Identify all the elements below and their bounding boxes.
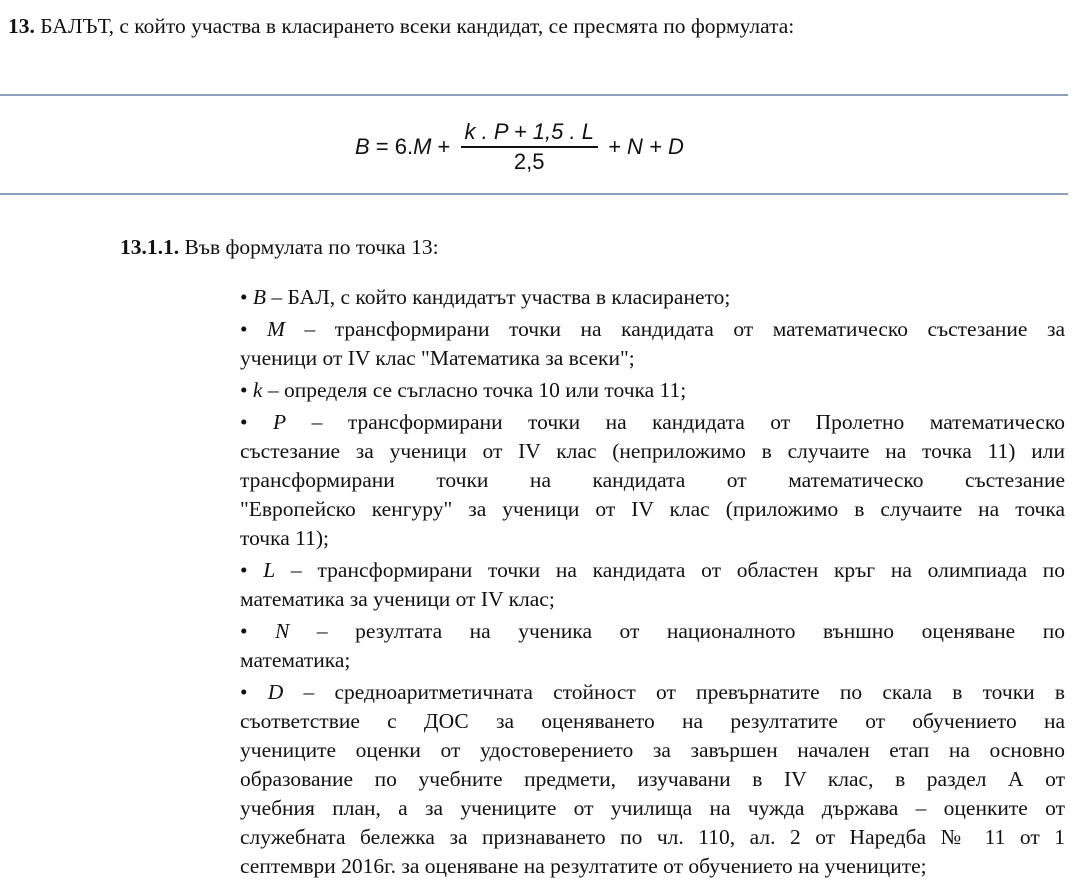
line-text: образование по учебните предмети, изучавани в IV клас, в раздел А от	[240, 767, 1065, 791]
formula-bottom-rule	[0, 193, 1068, 195]
list-item-line	[240, 315, 1065, 344]
formula-eq: = 6.	[369, 134, 414, 159]
line-text: състезание за ученици от IV клас (неприложимо в случаите на точка 11) или	[240, 439, 1065, 463]
list-item-line	[240, 794, 1065, 823]
list-item-line	[240, 852, 1065, 881]
line-text: – трансформирани точки на кандидата от областен кръг на олимпиада по	[291, 558, 1065, 582]
list-item-line	[240, 585, 1065, 614]
list-item-line	[240, 376, 1065, 405]
formula-numerator: k . P + 1,5 . L	[461, 118, 598, 148]
variable-symbol: L	[263, 558, 276, 582]
list-item-line	[240, 495, 1065, 524]
line-text: – трансформирани точки на кандидата от Пролетно математическо	[311, 410, 1065, 434]
list-item-line	[240, 707, 1065, 736]
score-formula	[355, 112, 684, 182]
line-text: учениците оценки от удостоверението за завършен начален етап на основно	[240, 738, 1065, 762]
list-item-line	[240, 466, 1065, 495]
line-text: точка 11);	[240, 526, 329, 550]
variable-symbol: M	[267, 317, 285, 341]
formula-lhs: B	[355, 134, 370, 159]
list-item-line	[240, 344, 1065, 373]
list-item-line	[240, 823, 1065, 852]
bullet-icon: •	[240, 680, 268, 704]
list-item-line	[240, 678, 1065, 707]
variable-symbol: N	[275, 619, 290, 643]
list-item-line	[240, 646, 1065, 675]
formula-top-rule	[0, 94, 1068, 96]
line-text: ученици от IV клас "Математика за всеки";	[240, 346, 635, 370]
list-item	[240, 678, 1065, 881]
list-item-line	[240, 437, 1065, 466]
variable-symbol: P	[273, 410, 287, 434]
line-text: съответствие с ДОС за оценяването на резултатите от обучението на	[240, 709, 1065, 733]
variable-symbol: D	[267, 680, 284, 704]
line-text: математика;	[240, 648, 351, 672]
line-text: трансформирани точки на кандидата от математическо състезание	[240, 468, 1065, 492]
bullet-icon: •	[240, 285, 253, 309]
bullet-icon: •	[240, 317, 268, 341]
list-item-line	[240, 283, 1065, 312]
list-item	[240, 408, 1065, 553]
list-item	[240, 315, 1065, 373]
list-item	[240, 283, 1065, 312]
line-text: – резултата на ученика от националното външно оценяване по	[316, 619, 1065, 643]
formula-m: M	[413, 134, 432, 159]
list-item-line	[240, 765, 1065, 794]
line-text: – БАЛ, с който кандидатът участва в класирането;	[271, 285, 731, 309]
line-text: – трансформирани точки на кандидата от математическо състезание за	[304, 317, 1065, 341]
subsection-text: Във формулата по точка 13:	[179, 235, 439, 259]
formula-tail: + N + D	[601, 134, 684, 159]
list-item	[240, 556, 1065, 614]
variable-symbol: k	[252, 378, 263, 402]
section-number: 13.	[8, 14, 35, 38]
variable-symbol: B	[252, 285, 267, 309]
list-item-line	[240, 556, 1065, 585]
list-item	[240, 376, 1065, 405]
list-item	[240, 617, 1065, 675]
list-item-line	[240, 524, 1065, 553]
bullet-icon: •	[240, 619, 276, 643]
line-text: учебния план, а за учениците от училища на чужда държава – оценките от	[240, 796, 1065, 820]
line-text: служебната бележка за признаването по чл. 110, ал. 2 от Наредба № 11 от 1	[240, 825, 1065, 849]
bullet-icon: •	[240, 558, 264, 582]
line-text: – определя се съгласно точка 10 или точка 11;	[267, 378, 687, 402]
bullet-icon: •	[240, 410, 273, 434]
list-item-line	[240, 408, 1065, 437]
formula-fraction	[461, 118, 598, 176]
line-text: – средноаритметичната стойност от превърнатите по скала в точки в	[303, 680, 1065, 704]
subsection-heading	[120, 235, 439, 260]
subsection-number: 13.1.1.	[120, 235, 180, 259]
bullet-icon: •	[240, 378, 253, 402]
line-text: септември 2016г. за оценяване на резултатите от обучението на учениците;	[240, 854, 927, 878]
list-item-line	[240, 617, 1065, 646]
line-text: математика за ученици от IV клас;	[240, 587, 555, 611]
line-text: "Европейско кенгуру" за ученици от IV клас (приложимо в случаите на точка	[240, 497, 1065, 521]
formula-denominator: 2,5	[513, 149, 545, 174]
section-heading-text: БАЛЪТ, с който участва в класирането всеки кандидат, се пресмята по формулата:	[34, 14, 795, 38]
section-heading	[8, 14, 794, 39]
definition-list	[240, 283, 1065, 884]
formula-plus: +	[431, 134, 457, 159]
list-item-line	[240, 736, 1065, 765]
